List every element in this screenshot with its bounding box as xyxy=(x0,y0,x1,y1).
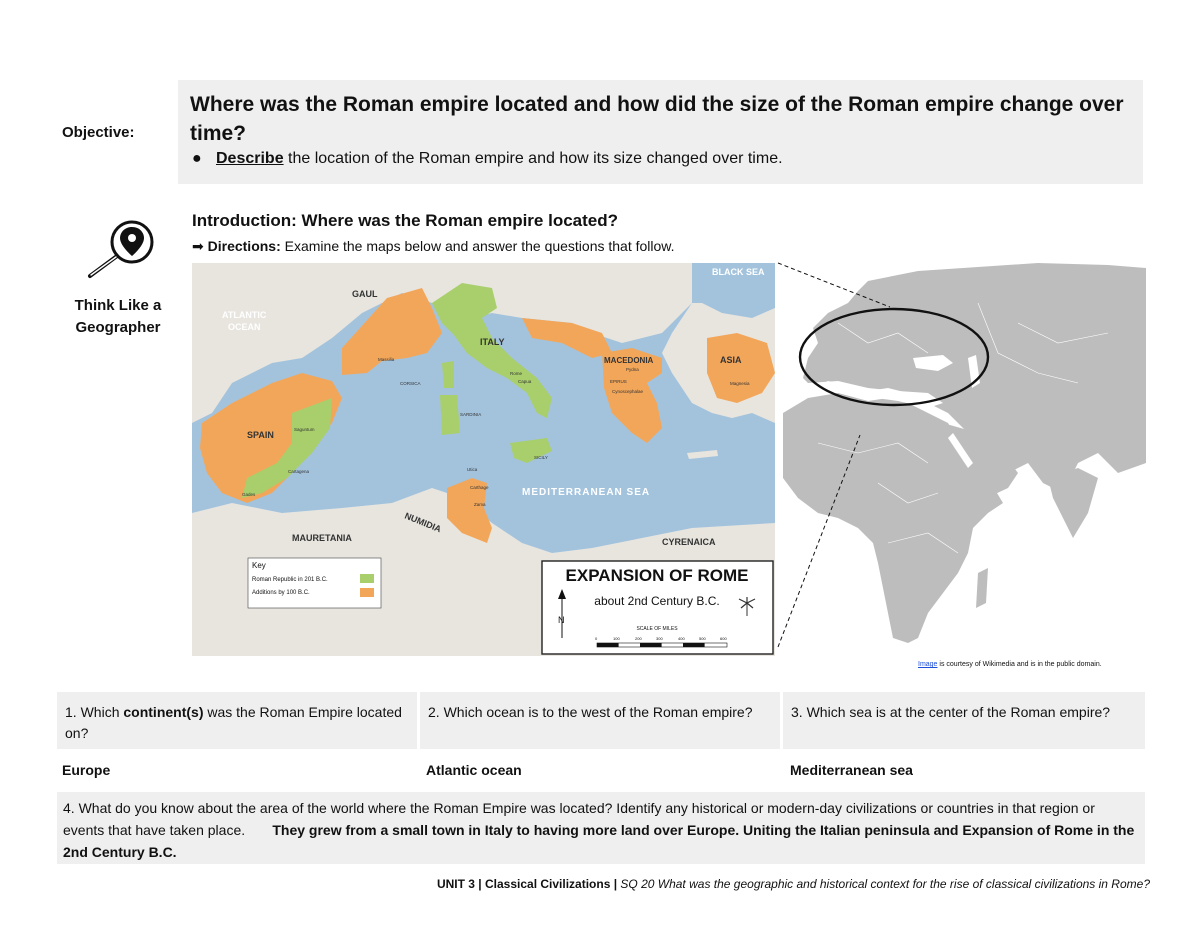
label-pydna: Pydna xyxy=(626,367,639,372)
label-magnesia: Magnesia xyxy=(730,381,750,386)
region-corsica xyxy=(442,361,454,388)
label-gaul: GAUL xyxy=(352,289,378,299)
scale-tick-600: 600 xyxy=(720,636,727,641)
label-rome: Rome xyxy=(510,371,523,376)
bullet-icon: ● xyxy=(192,150,202,167)
directions-label: Directions: xyxy=(207,238,281,254)
objective-question: Where was the Roman empire located and how did the size of the Roman empire change over time? xyxy=(190,93,1124,145)
footer-separator-2: | xyxy=(610,877,621,891)
label-sicily: SICILY xyxy=(534,455,548,460)
image-credit-link[interactable]: Image xyxy=(918,661,938,668)
geographer-line1: Think Like a xyxy=(74,297,162,314)
answer-1[interactable]: Europe xyxy=(62,762,111,778)
question-1-post: was the Roman Empire located on? xyxy=(65,704,402,741)
question-3 xyxy=(783,692,1145,749)
map-title-box xyxy=(542,561,773,654)
image-credit-text: is courtesy of Wikimedia and is in the public domain. xyxy=(937,661,1102,668)
label-mauretania: MAURETANIA xyxy=(292,533,352,543)
label-sardinia: SARDINIA xyxy=(460,412,482,417)
label-cartagena: Cartagena xyxy=(288,469,310,474)
directions-text: Examine the maps below and answer the questions that follow. xyxy=(280,238,675,254)
label-macedonia: MACEDONIA xyxy=(604,356,654,365)
label-saguntum: Saguntum xyxy=(294,427,315,432)
map-connector-lines xyxy=(760,255,900,655)
scale-tick-100: 100 xyxy=(613,636,620,641)
question-1-pre: Which xyxy=(76,704,124,720)
key-item-additions: Additions by 100 B.C. xyxy=(252,590,310,596)
question-2 xyxy=(420,692,780,749)
label-gades: Gades xyxy=(242,492,256,497)
intro-directions xyxy=(192,238,675,255)
question-4 xyxy=(57,792,1145,864)
objective-box xyxy=(178,80,1143,184)
arrow-icon: ➡ xyxy=(192,238,204,254)
label-asia: ASIA xyxy=(720,355,742,365)
objective-bullet xyxy=(190,150,1131,168)
scale-title: SCALE OF MILES xyxy=(636,626,678,632)
label-zama: Zama xyxy=(474,502,486,507)
label-atlantic: ATLANTIC xyxy=(222,310,267,320)
question-2-number: 2. xyxy=(428,704,440,720)
footer-unit: UNIT 3 xyxy=(436,877,475,891)
label-corsica: CORSICA xyxy=(400,381,421,386)
footer-question: SQ 20 What was the geographic and historical context for the rise of classical civilizations in Rome? xyxy=(620,877,1150,891)
label-ocean: OCEAN xyxy=(228,322,261,332)
answer-3[interactable]: Mediterranean sea xyxy=(790,762,913,778)
key-swatch-republic xyxy=(360,574,374,583)
map-title: EXPANSION OF ROME xyxy=(565,566,749,585)
question-4-text: 4. What do you know about the area of the world where the Roman Empire was located? Identify any historical or modern-day civilizations or countries in that region or events that have taken place. xyxy=(63,800,1095,838)
key-item-republic: Roman Republic in 201 B.C. xyxy=(252,577,328,583)
key-swatch-additions xyxy=(360,588,374,597)
footer-separator-1: | xyxy=(474,877,485,891)
label-massilia: Massilia xyxy=(378,357,395,362)
image-credit xyxy=(918,661,1102,668)
question-2-text: Which ocean is to the west of the Roman empire? xyxy=(439,704,753,720)
geographer-caption xyxy=(62,295,174,339)
magnifier-location-icon xyxy=(80,218,160,282)
label-epirus: EPIRUS xyxy=(610,379,627,384)
scale-tick-200: 200 xyxy=(635,636,642,641)
label-spain: SPAIN xyxy=(247,430,274,440)
label-black-sea: BLACK SEA xyxy=(712,267,765,277)
label-carthage: Carthage xyxy=(470,485,489,490)
scale-tick-400: 400 xyxy=(678,636,685,641)
question-3-text: Which sea is at the center of the Roman empire? xyxy=(802,704,1111,720)
footer-course: Classical Civilizations xyxy=(484,877,611,891)
label-cyrenaica: CYRENAICA xyxy=(662,537,716,547)
compass-north: N xyxy=(558,615,565,625)
scale-tick-500: 500 xyxy=(699,636,706,641)
label-mediterranean: MEDITERRANEAN SEA xyxy=(522,487,651,498)
answer-4[interactable]: They grew from a small town in Italy to having more land over Europe. Uniting the Italian peninsula and Expansion of Rome in the 2nd Century B.C. xyxy=(63,822,1135,860)
label-cynoscephalae: Cynoscephalae xyxy=(612,389,644,394)
question-3-number: 3. xyxy=(791,704,803,720)
question-1 xyxy=(57,692,417,749)
scale-bar xyxy=(597,643,727,647)
page-footer xyxy=(340,877,1150,891)
label-capua: Capua xyxy=(518,379,532,384)
objective-label: Objective: xyxy=(62,124,135,141)
label-italy: ITALY xyxy=(480,337,505,347)
scale-tick-0: 0 xyxy=(595,636,598,641)
map-subtitle: about 2nd Century B.C. xyxy=(594,594,720,608)
key-title: Key xyxy=(252,561,266,570)
question-1-number: 1. xyxy=(65,704,77,720)
region-sardinia xyxy=(440,395,460,435)
intro-heading: Introduction: Where was the Roman empire located? xyxy=(192,211,618,230)
scale-tick-300: 300 xyxy=(656,636,663,641)
answer-2[interactable]: Atlantic ocean xyxy=(426,762,522,778)
label-utica: Utica xyxy=(467,467,478,472)
objective-bullet-text: the location of the Roman empire and how its size changed over time. xyxy=(283,150,783,167)
label-numidia: NUMIDIA xyxy=(403,510,443,535)
geographer-line2: Geographer xyxy=(75,319,161,336)
question-1-keyword: continent(s) xyxy=(123,704,204,720)
map-key xyxy=(248,558,381,608)
objective-verb: Describe xyxy=(216,150,284,167)
rome-expansion-map xyxy=(192,263,775,656)
